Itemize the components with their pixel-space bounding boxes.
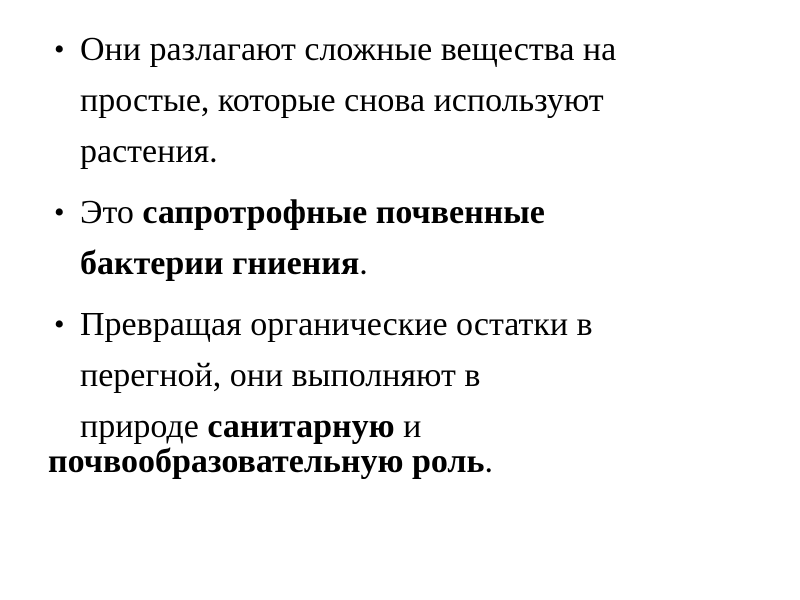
bullet-3-line-1: Превращая органические остатки в (80, 306, 593, 343)
bullet-2-bold-term: сапротрофные почвенные (142, 194, 545, 231)
bullet-2-period: . (359, 245, 368, 282)
bullet-item-3 (52, 299, 752, 452)
bullet-1-line-1: Они разлагают сложные вещества на (80, 31, 617, 68)
bullet-dot-icon: • (54, 33, 65, 66)
tail-line (48, 436, 493, 487)
bullet-3-bold-term: санитарную (207, 408, 395, 445)
bullet-2-text: Это (80, 194, 143, 231)
bullet-list (52, 24, 752, 462)
tail-bold-term: почвообразовательную роль (48, 443, 485, 480)
bullet-1-line-2: простые, которые снова используют (80, 82, 604, 119)
bullet-1-line-3: растения. (80, 133, 218, 170)
bullet-3-line-2: перегной, они выполняют в (80, 357, 481, 394)
tail-period: . (484, 443, 493, 480)
bullet-2-line-2 (80, 238, 752, 289)
bullet-2-line-1 (80, 187, 752, 238)
bullet-3-conj: и (394, 408, 422, 445)
bullet-3-text: природе (80, 408, 208, 445)
bullet-item-2 (52, 187, 752, 289)
bullet-2-bold-term-cont: бактерии гниения (80, 245, 360, 282)
bullet-dot-icon: • (54, 308, 65, 341)
bullet-item-1 (52, 24, 752, 177)
bullet-dot-icon: • (54, 196, 65, 229)
